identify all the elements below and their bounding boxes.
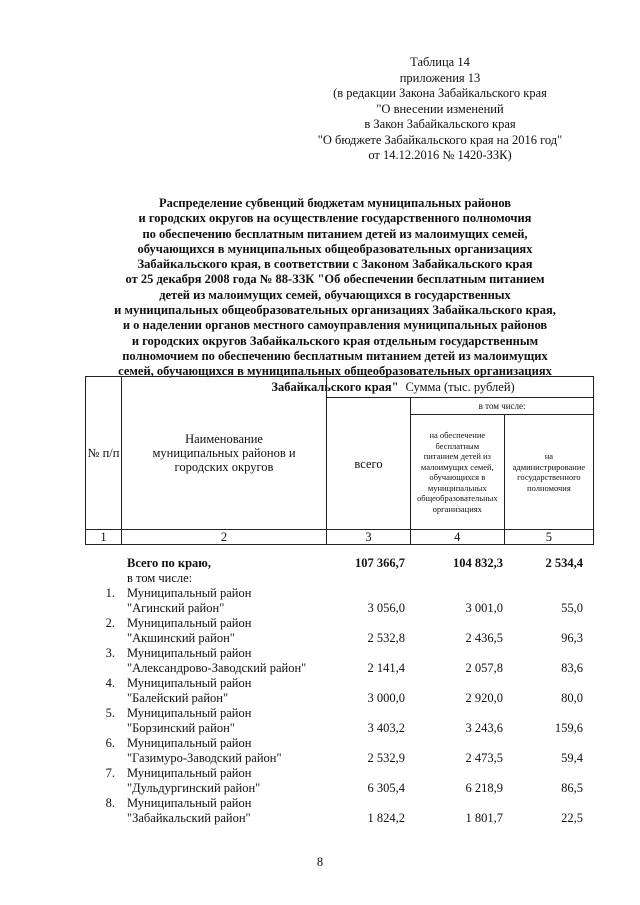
title-line: Распределение субвенций бюджетам муниципальных районов	[158, 196, 512, 210]
row-number: 8.	[105, 796, 115, 810]
column-name-header: Наименование муниципальных районов и городских округов	[122, 377, 327, 530]
table-row	[85, 736, 585, 766]
document-title	[85, 196, 585, 395]
column-food-header: на обеспечение бесплатным питанием детей из малоимущих семей, обучающихся в муниципальных общеобразовательных организациях	[411, 415, 505, 530]
column-admin-header: на администрирование государственного полномочия	[504, 415, 594, 530]
row-number: 6.	[105, 736, 115, 750]
row-total: 1 824,2	[367, 811, 405, 825]
row-number: 7.	[105, 766, 115, 780]
subheading-label: в том числе:	[127, 571, 193, 585]
table-row	[85, 676, 585, 706]
title-line: семей, обучающихся в муниципальных общеобразовательных организациях	[118, 364, 552, 379]
title-line: обучающихся в муниципальных общеобразовательных организациях	[137, 241, 533, 256]
column-index-5: 5	[504, 530, 594, 545]
total-food: 104 832,3	[453, 556, 503, 570]
row-total: 2 532,8	[367, 631, 405, 645]
row-total: 2 141,4	[367, 661, 405, 675]
row-food: 1 801,7	[465, 811, 503, 825]
table-row	[85, 616, 585, 646]
row-number: 1.	[105, 586, 115, 600]
row-food: 2 057,8	[465, 661, 503, 675]
title-line: от 25 декабря 2008 года № 88-ЗЗК "Об обеспечении бесплатным питанием	[125, 272, 545, 287]
row-food: 3 001,0	[465, 601, 503, 615]
row-admin: 96,3	[561, 631, 583, 645]
row-admin: 83,6	[561, 661, 583, 675]
total-row	[85, 556, 585, 571]
row-name: Муниципальный район "Дульдургинский район"	[127, 766, 261, 795]
header-line: "О внесении изменений	[376, 101, 504, 116]
title-line: и городских округов Забайкальского края отдельным государственным	[131, 333, 539, 348]
header-line: Таблица 14	[410, 55, 470, 69]
total-label: Всего по краю,	[127, 556, 211, 570]
row-number: 4.	[105, 676, 115, 690]
title-line: Забайкальского края, в соответствии с Законом Забайкальского края	[137, 257, 533, 272]
column-index-2: 2	[122, 530, 327, 545]
row-name: Муниципальный район "Агинский район"	[127, 586, 252, 615]
row-admin: 55,0	[561, 601, 583, 615]
row-name: Муниципальный район "Акшинский район"	[127, 616, 252, 645]
appendix-header	[300, 55, 580, 164]
row-admin: 80,0	[561, 691, 583, 705]
title-line: и о наделении органов местного самоуправления муниципальных районов	[122, 318, 548, 333]
title-line: по обеспечению бесплатным питанием детей из малоимущих семей,	[142, 226, 528, 241]
row-name: Муниципальный район "Александрово-Заводский район"	[127, 646, 307, 675]
total-admin: 2 534,4	[545, 556, 583, 570]
row-food: 2 436,5	[465, 631, 503, 645]
row-total: 3 000,0	[367, 691, 405, 705]
table-row	[85, 646, 585, 676]
row-name: Муниципальный район "Забайкальский район"	[127, 796, 252, 825]
header-line: в Закон Забайкальского края	[364, 117, 516, 131]
row-food: 6 218,9	[465, 781, 503, 795]
header-line: "О бюджете Забайкальского края на 2016 год"	[317, 132, 563, 147]
title-line: и муниципальных общеобразовательных организациях Забайкальского края,	[114, 303, 556, 318]
header-line: от 14.12.2016 № 1420-ЗЗК)	[368, 148, 512, 162]
column-index-4: 4	[411, 530, 505, 545]
column-index-3: 3	[327, 530, 411, 545]
row-total: 2 532,9	[367, 751, 405, 765]
title-line: и городских округов на осуществление государственного полномочия	[138, 211, 532, 226]
row-admin: 22,5	[561, 811, 583, 825]
row-name: Муниципальный район "Борзинский район"	[127, 706, 252, 735]
title-line: полномочием по обеспечению бесплатным питанием детей из малоимущих	[122, 348, 548, 363]
row-food: 3 243,6	[465, 721, 503, 735]
column-index-1: 1	[86, 530, 122, 545]
row-admin: 59,4	[561, 751, 583, 765]
row-admin: 159,6	[554, 721, 583, 735]
subheading-row	[85, 571, 585, 586]
row-food: 2 473,5	[465, 751, 503, 765]
row-food: 2 920,0	[465, 691, 503, 705]
row-total: 6 305,4	[367, 781, 405, 795]
row-number: 3.	[105, 646, 115, 660]
header-line: (в редакции Закона Забайкальского края	[333, 86, 547, 100]
column-including-header: в том числе:	[411, 398, 594, 415]
table-row	[85, 796, 585, 826]
table-row	[85, 586, 585, 616]
row-number: 5.	[105, 706, 115, 720]
table-row	[85, 706, 585, 736]
total-all: 107 366,7	[355, 556, 405, 570]
column-number-header: № п/п	[86, 377, 122, 530]
column-total-header: всего	[327, 398, 411, 530]
row-total: 3 403,2	[367, 721, 405, 735]
table-row	[85, 766, 585, 796]
row-name: Муниципальный район "Балейский район"	[127, 676, 252, 705]
row-name: Муниципальный район "Газимуро-Заводский район"	[127, 736, 282, 765]
title-line: детей из малоимущих семей, обучающихся в государственных	[159, 287, 511, 302]
table-body	[85, 556, 585, 826]
page-number: 8	[316, 855, 324, 869]
row-number: 2.	[105, 616, 115, 630]
row-total: 3 056,0	[367, 601, 405, 615]
table-header	[85, 376, 594, 545]
column-sum-header: Сумма (тыс. рублей)	[327, 377, 594, 398]
header-line: приложения 13	[399, 70, 481, 85]
title-line: Забайкальского края"	[271, 379, 399, 394]
row-admin: 86,5	[561, 781, 583, 795]
